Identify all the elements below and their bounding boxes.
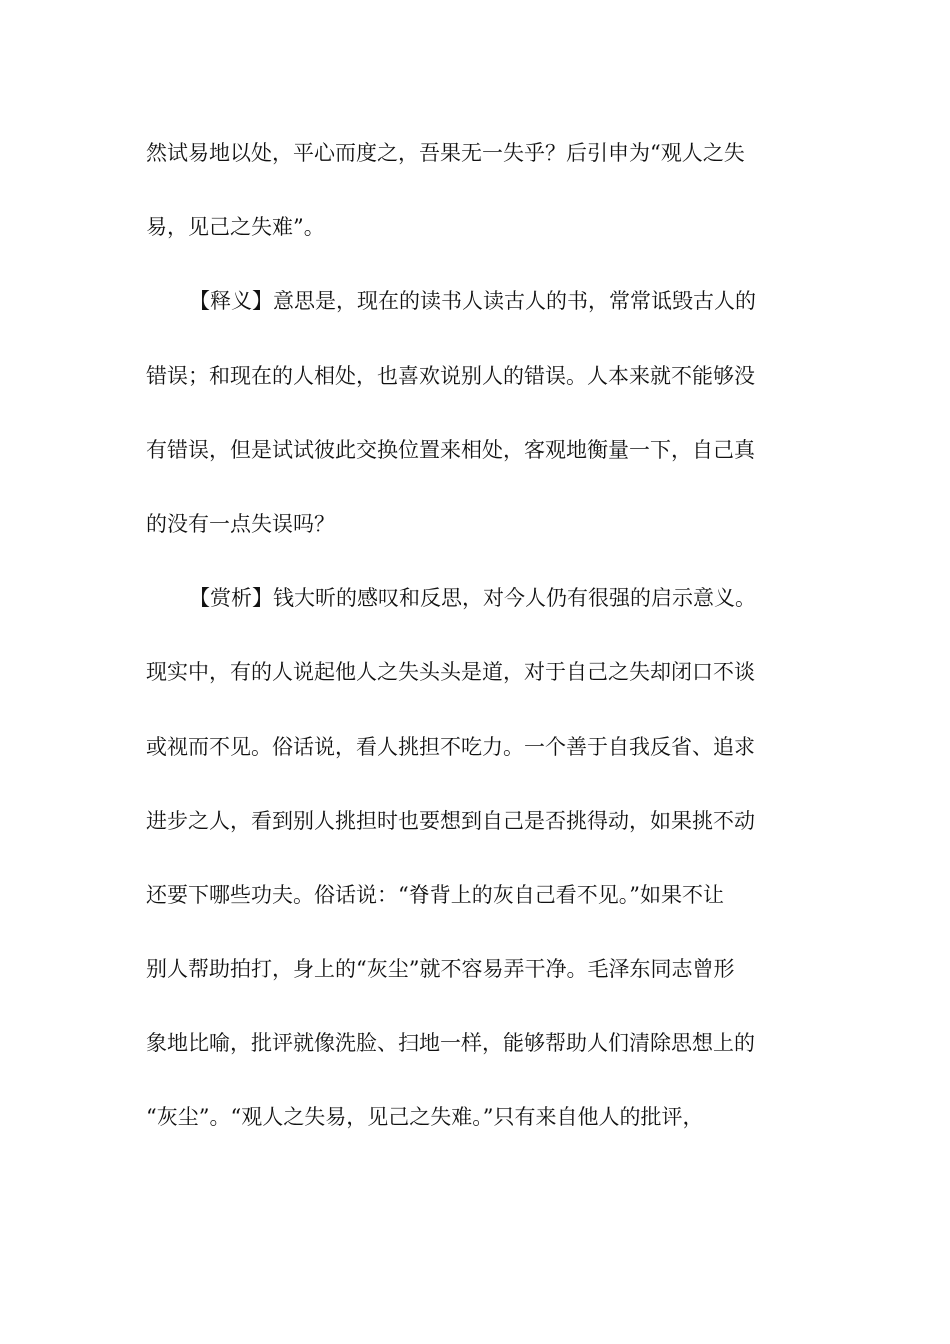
paragraph-line: 的没有一点失误吗？ [146, 511, 335, 536]
paragraph-line: 或视而不见。俗话说，看人挑担不吃力。一个善于自我反省、追求 [146, 734, 755, 759]
paragraph-first-line: 【释义】意思是，现在的读书人读古人的书，常常诋毁古人的 [189, 289, 756, 314]
paragraph-line: 有错误，但是试试彼此交换位置来相处，客观地衡量一下，自己真 [146, 437, 755, 462]
paragraph-first-line: 【赏析】钱大昕的感叹和反思，对今人仍有很强的启示意义。 [189, 586, 756, 611]
paragraph-line: 进步之人，看到别人挑担时也要想到自己是否挑得动，如果挑不动 [146, 808, 755, 833]
body-text [146, 127, 796, 1166]
paragraph-line: 错误；和现在的人相处，也喜欢说别人的错误。人本来就不能够没 [146, 363, 755, 388]
continuation-paragraph [146, 127, 796, 275]
paragraph-line: “灰尘”。“观人之失易，见己之失难。”只有来自他人的批评， [146, 1105, 704, 1130]
paragraph-line: 别人帮助拍打，身上的“灰尘”就不容易弄干净。毛泽东同志曾形 [146, 957, 735, 982]
paragraph-line: 象地比喻，批评就像洗脸、扫地一样，能够帮助人们清除思想上的 [146, 1031, 755, 1056]
paragraph-line: 然试易地以处，平心而度之，吾果无一失乎？后引申为“观人之失 [146, 141, 745, 165]
paragraph-line: 现实中，有的人说起他人之失头头是道，对于自己之失却闭口不谈 [146, 660, 755, 685]
paragraph-line: 易，见己之失难”。 [146, 215, 325, 240]
interpretation-paragraph [146, 275, 796, 572]
paragraph-line: 还要下哪些功夫。俗话说：“脊背上的灰自己看不见。”如果不让 [146, 882, 724, 907]
appreciation-paragraph [146, 572, 796, 1166]
